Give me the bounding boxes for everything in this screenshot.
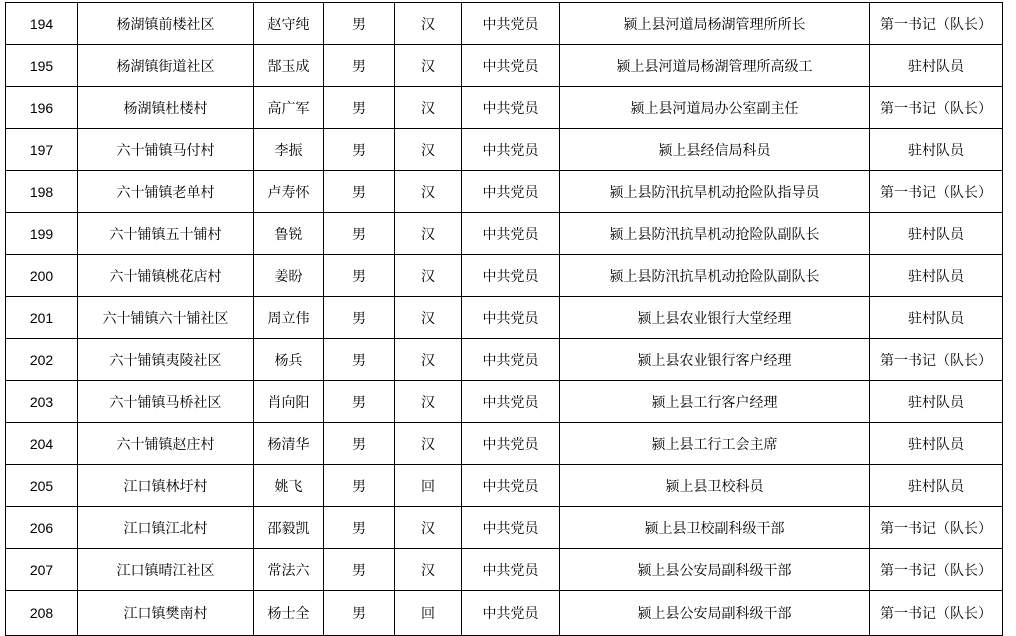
party-status-cell: 中共党员 bbox=[462, 213, 560, 255]
village-role-cell: 驻村队员 bbox=[870, 129, 1003, 171]
village-role-cell: 驻村队员 bbox=[870, 465, 1003, 507]
ethnicity-cell: 汉 bbox=[395, 255, 462, 297]
gender-cell: 男 bbox=[324, 171, 395, 213]
village-unit-cell: 杨湖镇街道社区 bbox=[78, 45, 254, 87]
ethnicity-cell: 回 bbox=[395, 591, 462, 636]
work-position-cell: 颍上县农业银行客户经理 bbox=[560, 339, 870, 381]
gender-cell: 男 bbox=[324, 45, 395, 87]
ethnicity-cell: 汉 bbox=[395, 381, 462, 423]
village-unit-cell: 杨湖镇前楼社区 bbox=[78, 3, 254, 45]
table-row bbox=[6, 171, 1003, 213]
table-row bbox=[6, 213, 1003, 255]
ethnicity-cell: 汉 bbox=[395, 129, 462, 171]
gender-cell: 男 bbox=[324, 465, 395, 507]
village-role-cell: 第一书记（队长） bbox=[870, 591, 1003, 636]
table-row bbox=[6, 465, 1003, 507]
person-name-cell: 杨清华 bbox=[254, 423, 324, 465]
gender-cell: 男 bbox=[324, 297, 395, 339]
village-role-cell: 第一书记（队长） bbox=[870, 339, 1003, 381]
party-status-cell: 中共党员 bbox=[462, 465, 560, 507]
village-role-cell: 第一书记（队长） bbox=[870, 549, 1003, 591]
ethnicity-cell: 汉 bbox=[395, 423, 462, 465]
village-role-cell: 驻村队员 bbox=[870, 381, 1003, 423]
party-status-cell: 中共党员 bbox=[462, 507, 560, 549]
village-unit-cell: 六十铺镇五十铺村 bbox=[78, 213, 254, 255]
person-name-cell: 赵守纯 bbox=[254, 3, 324, 45]
work-position-cell: 颍上县工行工会主席 bbox=[560, 423, 870, 465]
ethnicity-cell: 汉 bbox=[395, 507, 462, 549]
village-unit-cell: 六十铺镇赵庄村 bbox=[78, 423, 254, 465]
table-row bbox=[6, 381, 1003, 423]
table-row bbox=[6, 549, 1003, 591]
gender-cell: 男 bbox=[324, 213, 395, 255]
work-position-cell: 颍上县经信局科员 bbox=[560, 129, 870, 171]
village-unit-cell: 六十铺镇马付村 bbox=[78, 129, 254, 171]
village-role-cell: 驻村队员 bbox=[870, 297, 1003, 339]
party-status-cell: 中共党员 bbox=[462, 591, 560, 636]
person-name-cell: 杨兵 bbox=[254, 339, 324, 381]
person-name-cell: 高广军 bbox=[254, 87, 324, 129]
party-status-cell: 中共党员 bbox=[462, 549, 560, 591]
person-name-cell: 杨士全 bbox=[254, 591, 324, 636]
village-role-cell: 第一书记（队长） bbox=[870, 87, 1003, 129]
work-position-cell: 颍上县卫校副科级干部 bbox=[560, 507, 870, 549]
table-row bbox=[6, 423, 1003, 465]
table-row bbox=[6, 129, 1003, 171]
village-unit-cell: 江口镇樊南村 bbox=[78, 591, 254, 636]
party-status-cell: 中共党员 bbox=[462, 3, 560, 45]
gender-cell: 男 bbox=[324, 3, 395, 45]
row-number-cell: 208 bbox=[6, 591, 78, 636]
row-number-cell: 204 bbox=[6, 423, 78, 465]
village-unit-cell: 杨湖镇杜楼村 bbox=[78, 87, 254, 129]
work-position-cell: 颍上县河道局杨湖管理所高级工 bbox=[560, 45, 870, 87]
row-number-cell: 202 bbox=[6, 339, 78, 381]
gender-cell: 男 bbox=[324, 339, 395, 381]
work-position-cell: 颍上县工行客户经理 bbox=[560, 381, 870, 423]
roster-table bbox=[5, 2, 1003, 636]
gender-cell: 男 bbox=[324, 129, 395, 171]
table-row bbox=[6, 339, 1003, 381]
party-status-cell: 中共党员 bbox=[462, 297, 560, 339]
person-name-cell: 卢寿怀 bbox=[254, 171, 324, 213]
village-unit-cell: 江口镇晴江社区 bbox=[78, 549, 254, 591]
ethnicity-cell: 汉 bbox=[395, 45, 462, 87]
village-role-cell: 第一书记（队长） bbox=[870, 507, 1003, 549]
party-status-cell: 中共党员 bbox=[462, 423, 560, 465]
village-unit-cell: 六十铺镇老单村 bbox=[78, 171, 254, 213]
party-status-cell: 中共党员 bbox=[462, 129, 560, 171]
party-status-cell: 中共党员 bbox=[462, 45, 560, 87]
work-position-cell: 颍上县公安局副科级干部 bbox=[560, 591, 870, 636]
table-row bbox=[6, 45, 1003, 87]
village-role-cell: 第一书记（队长） bbox=[870, 3, 1003, 45]
party-status-cell: 中共党员 bbox=[462, 339, 560, 381]
party-status-cell: 中共党员 bbox=[462, 381, 560, 423]
ethnicity-cell: 汉 bbox=[395, 297, 462, 339]
work-position-cell: 颍上县河道局杨湖管理所所长 bbox=[560, 3, 870, 45]
gender-cell: 男 bbox=[324, 255, 395, 297]
party-status-cell: 中共党员 bbox=[462, 87, 560, 129]
ethnicity-cell: 汉 bbox=[395, 87, 462, 129]
row-number-cell: 203 bbox=[6, 381, 78, 423]
table-row bbox=[6, 297, 1003, 339]
person-name-cell: 周立伟 bbox=[254, 297, 324, 339]
work-position-cell: 颍上县防汛抗旱机动抢险队副队长 bbox=[560, 213, 870, 255]
gender-cell: 男 bbox=[324, 87, 395, 129]
person-name-cell: 肖向阳 bbox=[254, 381, 324, 423]
person-name-cell: 郜玉成 bbox=[254, 45, 324, 87]
party-status-cell: 中共党员 bbox=[462, 171, 560, 213]
row-number-cell: 195 bbox=[6, 45, 78, 87]
person-name-cell: 常法六 bbox=[254, 549, 324, 591]
person-name-cell: 鲁锐 bbox=[254, 213, 324, 255]
row-number-cell: 201 bbox=[6, 297, 78, 339]
village-role-cell: 驻村队员 bbox=[870, 255, 1003, 297]
row-number-cell: 196 bbox=[6, 87, 78, 129]
row-number-cell: 198 bbox=[6, 171, 78, 213]
village-role-cell: 驻村队员 bbox=[870, 423, 1003, 465]
work-position-cell: 颍上县农业银行大堂经理 bbox=[560, 297, 870, 339]
ethnicity-cell: 汉 bbox=[395, 549, 462, 591]
person-name-cell: 姜盼 bbox=[254, 255, 324, 297]
table-row bbox=[6, 87, 1003, 129]
village-unit-cell: 六十铺镇六十铺社区 bbox=[78, 297, 254, 339]
gender-cell: 男 bbox=[324, 591, 395, 636]
village-role-cell: 驻村队员 bbox=[870, 213, 1003, 255]
village-unit-cell: 江口镇林圩村 bbox=[78, 465, 254, 507]
row-number-cell: 205 bbox=[6, 465, 78, 507]
row-number-cell: 207 bbox=[6, 549, 78, 591]
party-status-cell: 中共党员 bbox=[462, 255, 560, 297]
ethnicity-cell: 汉 bbox=[395, 213, 462, 255]
village-role-cell: 第一书记（队长） bbox=[870, 171, 1003, 213]
row-number-cell: 206 bbox=[6, 507, 78, 549]
table-row bbox=[6, 3, 1003, 45]
row-number-cell: 199 bbox=[6, 213, 78, 255]
person-name-cell: 李振 bbox=[254, 129, 324, 171]
table-row bbox=[6, 507, 1003, 549]
village-role-cell: 驻村队员 bbox=[870, 45, 1003, 87]
work-position-cell: 颍上县卫校科员 bbox=[560, 465, 870, 507]
gender-cell: 男 bbox=[324, 423, 395, 465]
row-number-cell: 197 bbox=[6, 129, 78, 171]
work-position-cell: 颍上县河道局办公室副主任 bbox=[560, 87, 870, 129]
table-row bbox=[6, 591, 1003, 636]
person-name-cell: 邵毅凯 bbox=[254, 507, 324, 549]
work-position-cell: 颍上县公安局副科级干部 bbox=[560, 549, 870, 591]
village-unit-cell: 江口镇江北村 bbox=[78, 507, 254, 549]
person-name-cell: 姚飞 bbox=[254, 465, 324, 507]
ethnicity-cell: 回 bbox=[395, 465, 462, 507]
gender-cell: 男 bbox=[324, 507, 395, 549]
row-number-cell: 200 bbox=[6, 255, 78, 297]
table-row bbox=[6, 255, 1003, 297]
work-position-cell: 颍上县防汛抗旱机动抢险队副队长 bbox=[560, 255, 870, 297]
village-unit-cell: 六十铺镇夷陵社区 bbox=[78, 339, 254, 381]
village-unit-cell: 六十铺镇马桥社区 bbox=[78, 381, 254, 423]
ethnicity-cell: 汉 bbox=[395, 171, 462, 213]
gender-cell: 男 bbox=[324, 381, 395, 423]
work-position-cell: 颍上县防汛抗旱机动抢险队指导员 bbox=[560, 171, 870, 213]
ethnicity-cell: 汉 bbox=[395, 339, 462, 381]
ethnicity-cell: 汉 bbox=[395, 3, 462, 45]
gender-cell: 男 bbox=[324, 549, 395, 591]
roster-rows bbox=[6, 3, 1003, 636]
row-number-cell: 194 bbox=[6, 3, 78, 45]
village-unit-cell: 六十铺镇桃花店村 bbox=[78, 255, 254, 297]
